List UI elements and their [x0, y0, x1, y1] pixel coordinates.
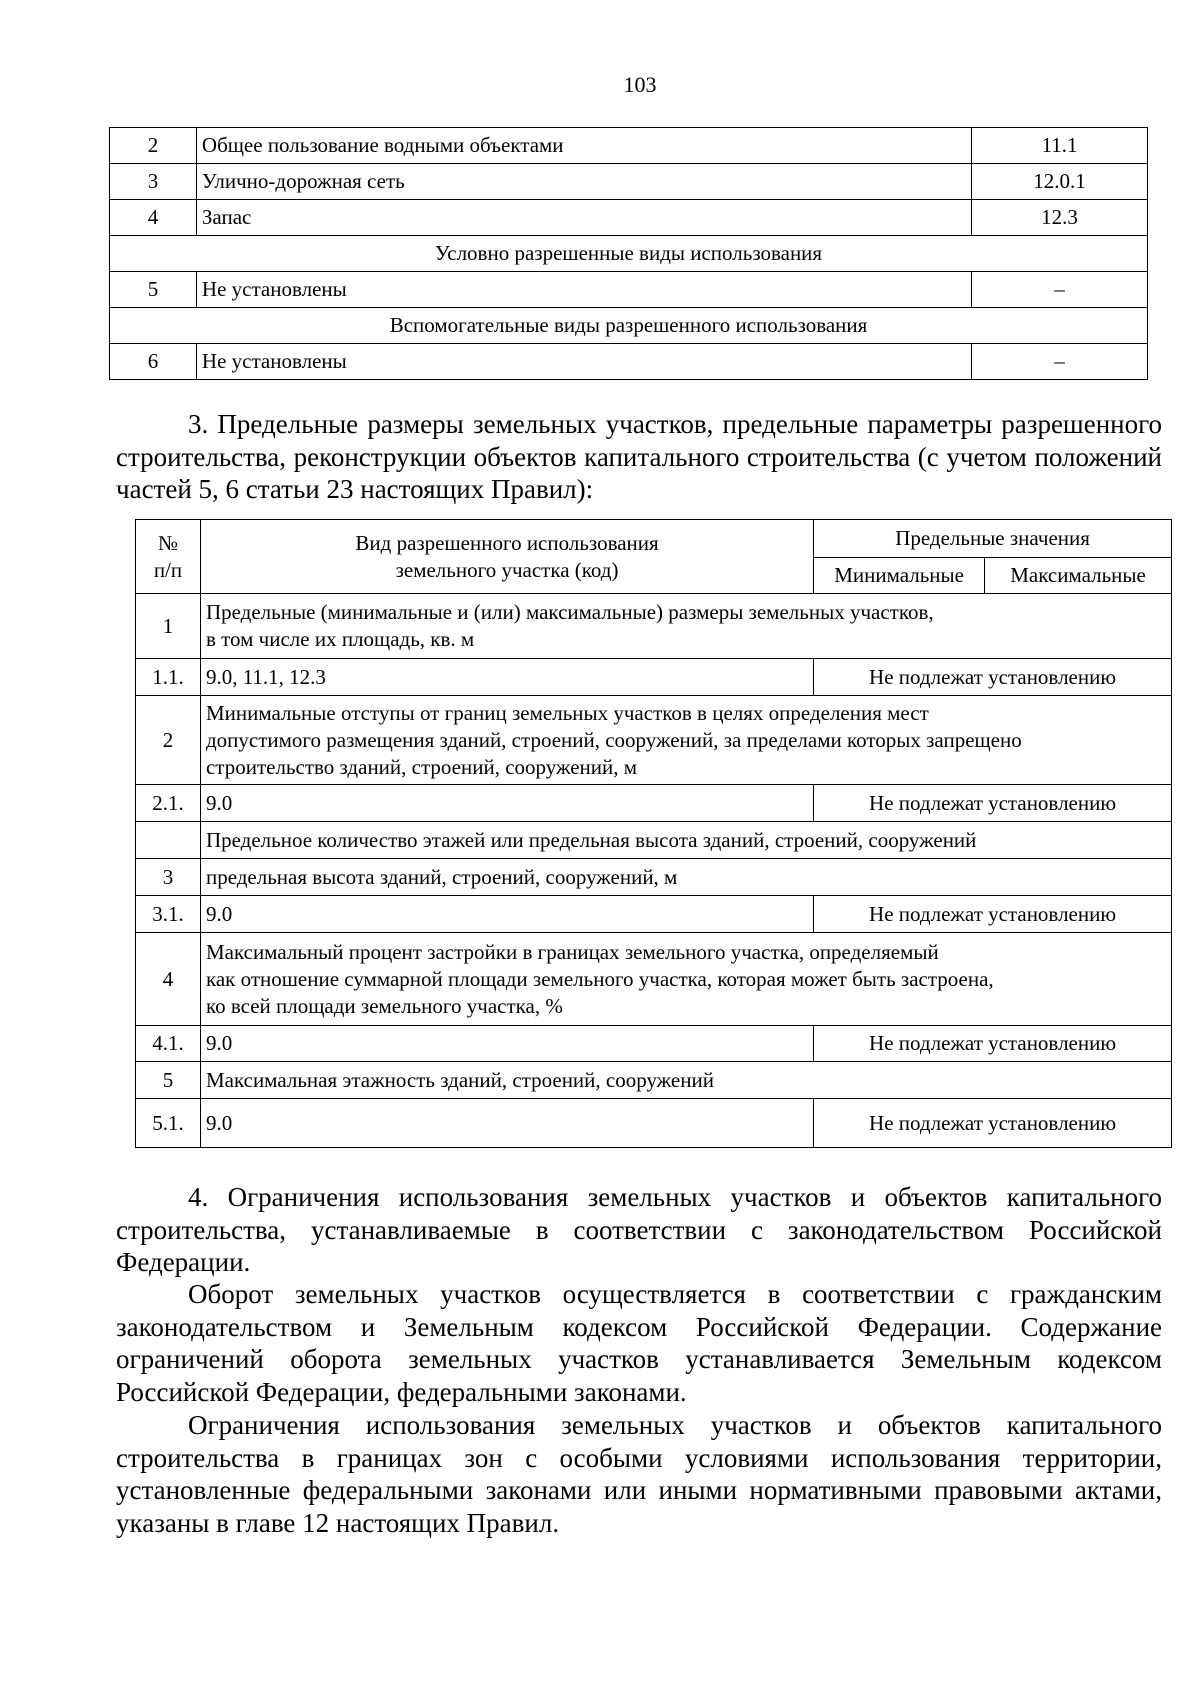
table-row: [136, 1099, 1172, 1148]
limit-value: Не подлежат установлению: [814, 659, 1172, 696]
table-row: [136, 1062, 1172, 1099]
row-number: 2.1.: [136, 785, 201, 822]
permitted-uses-table: [109, 127, 1148, 380]
table-row: [136, 1026, 1172, 1062]
limit-description: предельная высота зданий, строений, сооружений, м: [200, 859, 1171, 896]
limit-description: Минимальные отступы от границ земельных участков в целях определения мест допустимого размещения зданий, строений, сооружений, за пределами которых запрещено строительство зданий, строений, сооружений, м: [200, 696, 1171, 785]
row-number: 4: [136, 933, 201, 1026]
header-use-kind: Вид разрешенного использования земельного участка (код): [200, 520, 813, 594]
row-number: 6: [110, 344, 197, 380]
table-row: [110, 200, 1148, 236]
section-4-paragraph-2: Ограничения использования земельных участков и объектов капитального строительства в границах зон с особыми условиями использования территории, установленные федеральными законами или иными нормативными правовыми актами, указаны в главе 12 настоящих Правил.: [116, 1410, 1162, 1538]
table-row: [136, 859, 1172, 896]
table-section-header: [110, 236, 1148, 272]
table-row: [136, 659, 1172, 696]
use-code: 12.0.1: [972, 164, 1148, 200]
row-number: [136, 822, 201, 859]
limit-value: Не подлежат установлению: [814, 1099, 1172, 1148]
use-code: –: [972, 344, 1148, 380]
table-row: [110, 164, 1148, 200]
table-row: [136, 896, 1172, 933]
table-header-row: [136, 520, 1172, 558]
table-row: [110, 272, 1148, 308]
row-number: 5.1.: [136, 1099, 201, 1148]
limits-table: [135, 519, 1172, 1148]
row-number: 5: [110, 272, 197, 308]
use-code: 11.1: [972, 128, 1148, 164]
limit-description: Максимальный процент застройки в границах земельного участка, определяемый как отношение суммарной площади земельного участка, которая может быть застроена, ко всей площади земельного участка, %: [200, 933, 1171, 1026]
use-code: 9.0: [200, 896, 813, 933]
row-number: 4.1.: [136, 1026, 201, 1062]
table-row: [136, 933, 1172, 1026]
page-number: 103: [623, 72, 657, 97]
use-code: 9.0: [200, 1026, 813, 1062]
limit-value: Не подлежат установлению: [814, 896, 1172, 933]
row-number: 1: [136, 594, 201, 659]
table-row: [136, 594, 1172, 659]
row-number: 3.1.: [136, 896, 201, 933]
header-maximum: Максимальные: [985, 558, 1172, 594]
limit-description: Предельное количество этажей или предельная высота зданий, строений, сооружений: [200, 822, 1171, 859]
header-minimum: Минимальные: [814, 558, 985, 594]
table-section-header: [110, 308, 1148, 344]
use-code: 9.0: [200, 1099, 813, 1148]
use-name: Общее пользование водными объектами: [196, 128, 971, 164]
table-row: [110, 128, 1148, 164]
use-name: Не установлены: [196, 272, 971, 308]
use-name: Улично-дорожная сеть: [196, 164, 971, 200]
use-name: Не установлены: [196, 344, 971, 380]
row-number: 2: [136, 696, 201, 785]
header-number: № п/п: [136, 520, 201, 594]
row-number: 4: [110, 200, 197, 236]
limit-value: Не подлежат установлению: [814, 1026, 1172, 1062]
row-number: 3: [136, 859, 201, 896]
use-code: –: [972, 272, 1148, 308]
use-name: Запас: [196, 200, 971, 236]
table-row: [136, 785, 1172, 822]
section-4-paragraph-1: Оборот земельных участков осуществляется в соответствии с гражданским законодательством и Земельным кодексом Российской Федерации. Содержание ограничений оборота земельных участков устанавливается Земельным кодексом Российской Федерации, федеральными законами.: [116, 1279, 1162, 1407]
table-row: [110, 344, 1148, 380]
section-4-heading: 4. Ограничения использования земельных участков и объектов капитального строительства, устанавливаемые в соответствии с законодательством Российской Федерации.: [116, 1182, 1162, 1277]
use-code: 9.0: [200, 785, 813, 822]
use-code: 12.3: [972, 200, 1148, 236]
section-header-text: Вспомогательные виды разрешенного использования: [110, 308, 1148, 344]
use-code: 9.0, 11.1, 12.3: [200, 659, 813, 696]
table-row: [136, 696, 1172, 785]
row-number: 1.1.: [136, 659, 201, 696]
section-3-paragraph: 3. Предельные размеры земельных участков, предельные параметры разрешенного строительства, реконструкции объектов капитального строительства (с учетом положений частей 5, 6 статьи 23 настоящих Правил):: [116, 409, 1162, 504]
row-number: 3: [110, 164, 197, 200]
limit-description: Предельные (минимальные и (или) максимальные) размеры земельных участков, в том числе их площадь, кв. м: [200, 594, 1171, 659]
row-number: 2: [110, 128, 197, 164]
limit-value: Не подлежат установлению: [814, 785, 1172, 822]
table-row: [136, 822, 1172, 859]
row-number: 5: [136, 1062, 201, 1099]
header-limit-values: Предельные значения: [814, 520, 1172, 558]
limit-description: Максимальная этажность зданий, строений, сооружений: [200, 1062, 1171, 1099]
section-header-text: Условно разрешенные виды использования: [110, 236, 1148, 272]
